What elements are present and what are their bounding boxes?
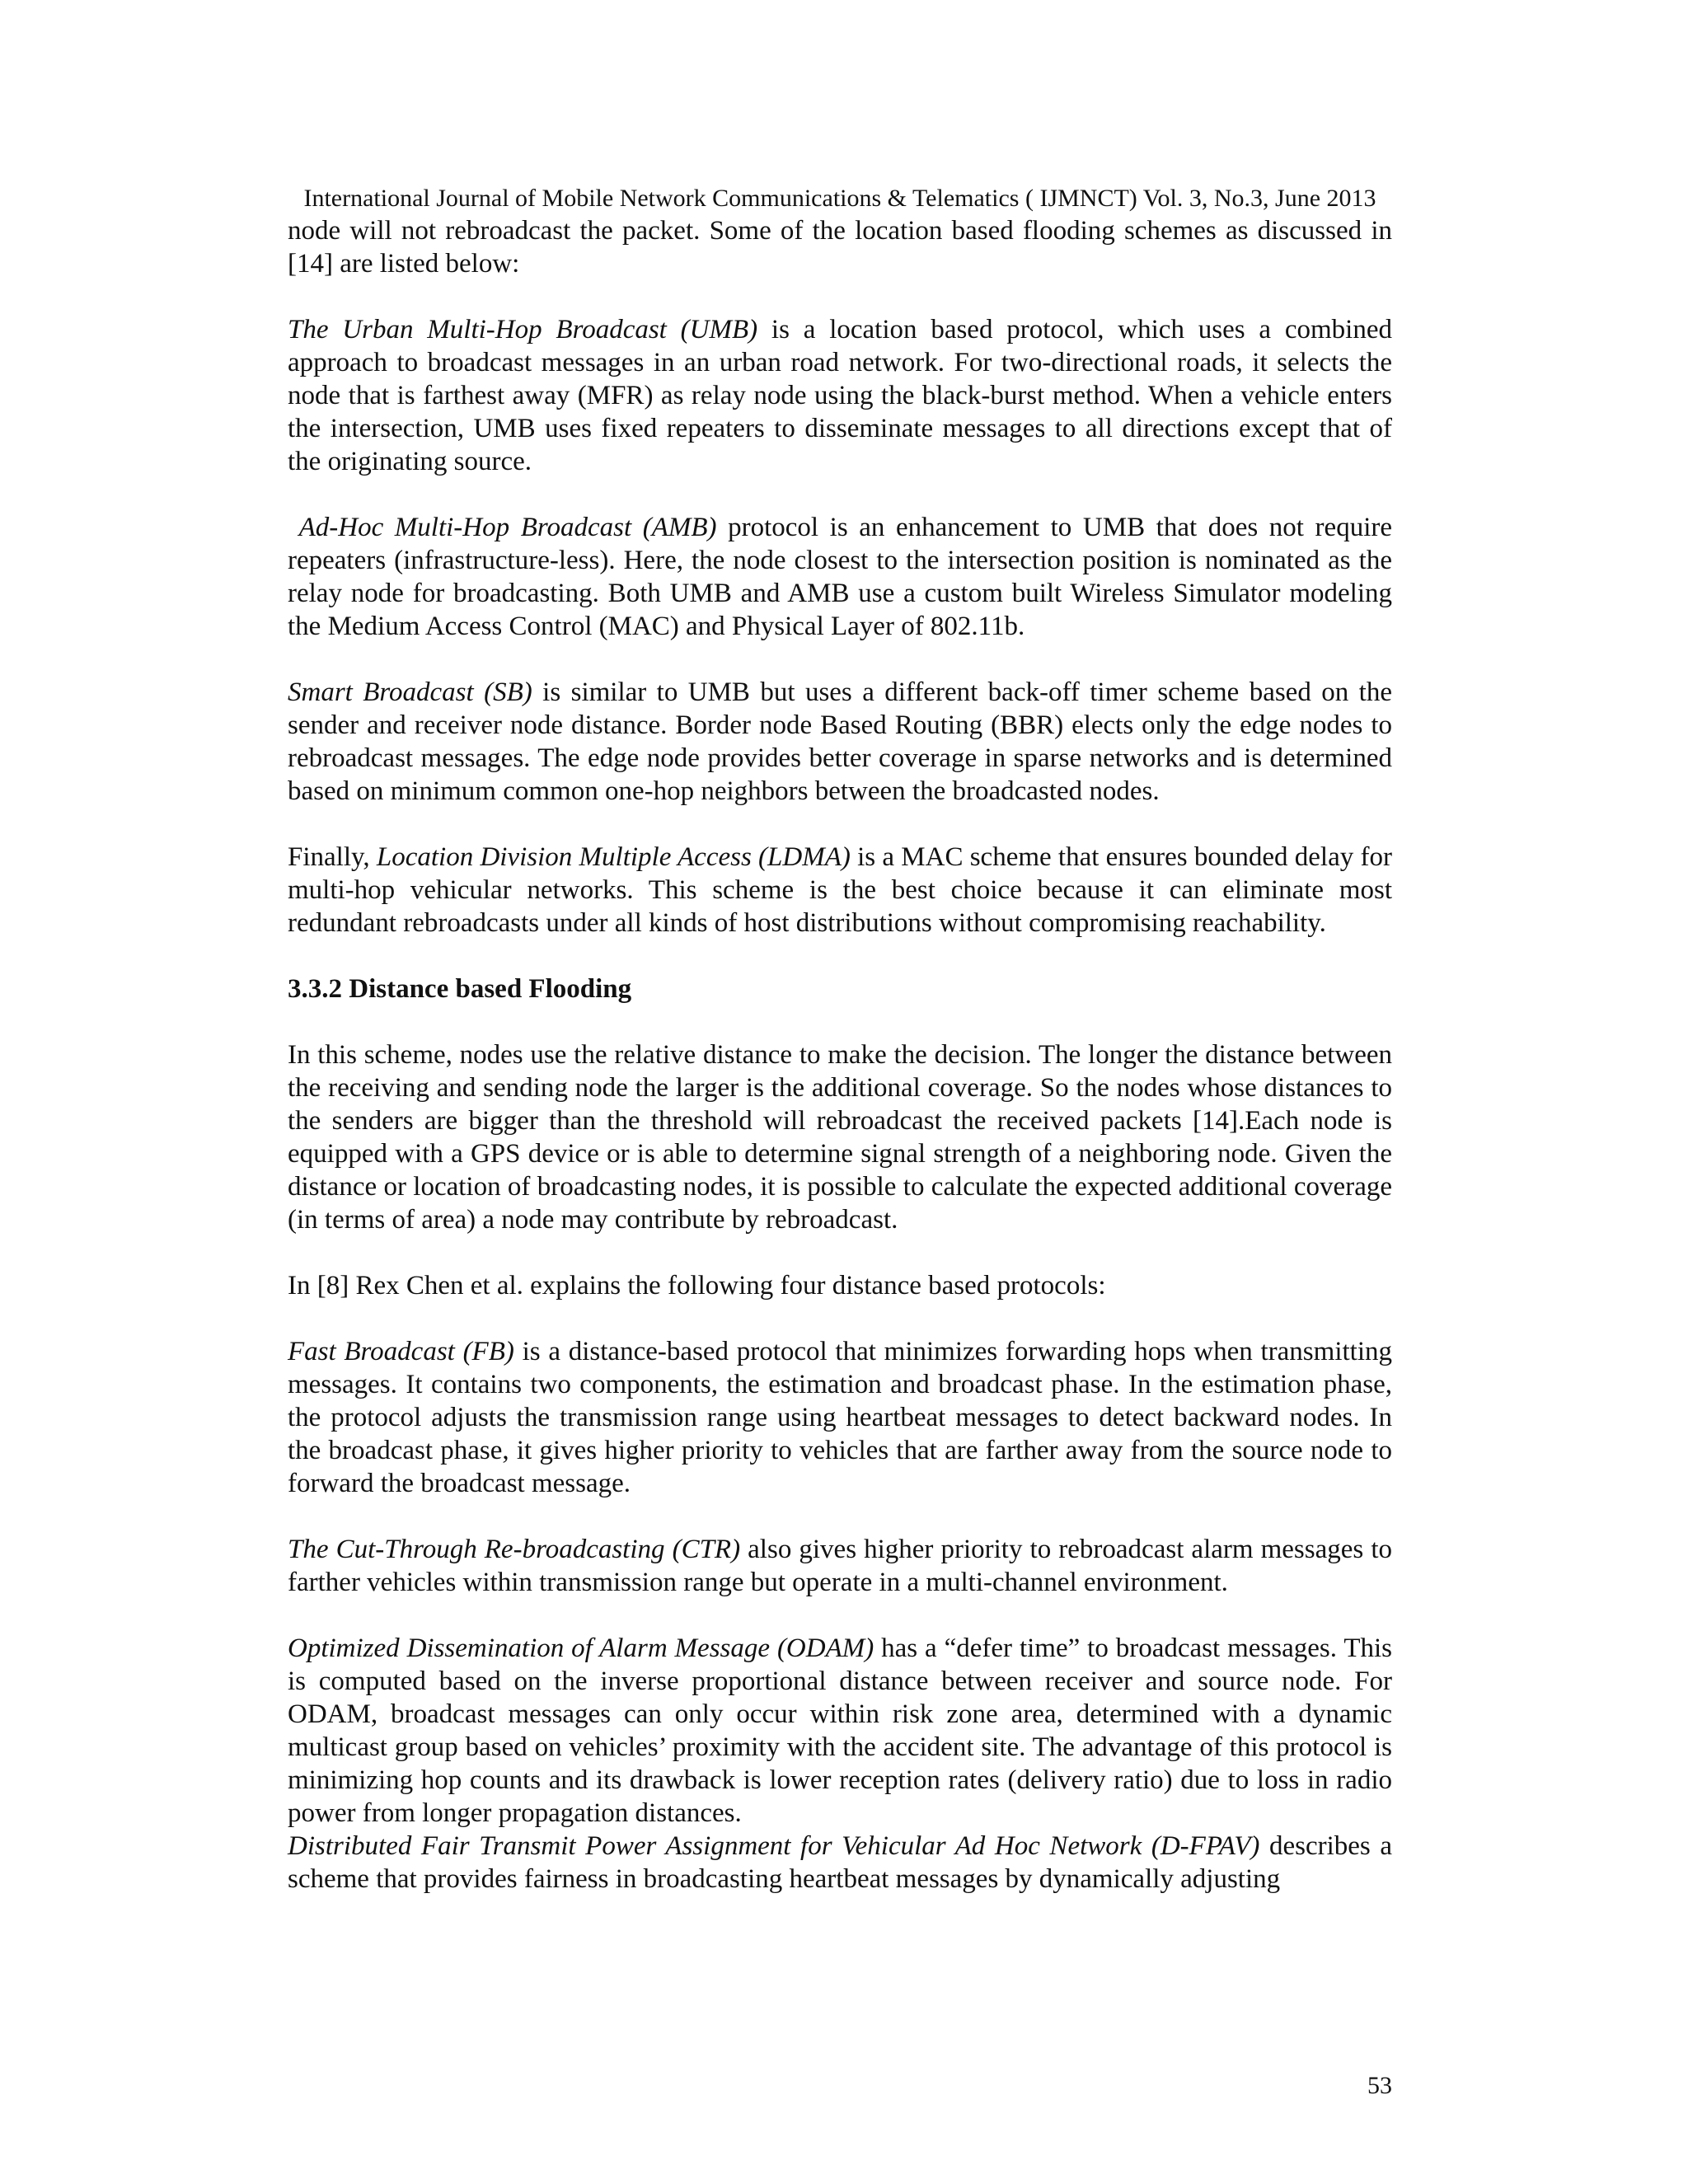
umb-paragraph xyxy=(288,313,1392,478)
amb-term: Ad-Hoc Multi-Hop Broadcast (AMB) xyxy=(298,513,717,542)
page-number: 53 xyxy=(1367,2072,1392,2099)
rex-text: In [8] Rex Chen et al. explains the following four distance based protocols: xyxy=(288,1271,1106,1301)
ldma-text: is a MAC scheme that ensures bounded delay for multi-hop vehicular networks. This scheme is the best choice because it can eliminate most redundant rebroadcasts under all kinds of host distributions without compromising reachability. xyxy=(288,842,1392,938)
distance-text: In this scheme, nodes use the relative distance to make the decision. The longer the distance between the receiving and sending node the larger is the additional coverage. So the nodes whose distances to the senders are bigger than the threshold will rebroadcast the received packets [14].Each node is equipped with a GPS device or is able to determine signal strength of a neighboring node. Given the distance or location of broadcasting nodes, it is possible to calculate the expected additional coverage (in terms of area) a node may contribute by rebroadcast. xyxy=(288,1040,1392,1235)
ldma-paragraph xyxy=(288,841,1392,940)
ldma-term: Location Division Multiple Access (LDMA) xyxy=(376,842,851,872)
sb-paragraph xyxy=(288,676,1392,808)
intro-text: node will not rebroadcast the packet. Some of the location based flooding schemes as discussed in [14] are listed below: xyxy=(288,216,1392,279)
amb-text: protocol is an enhancement to UMB that does not require repeaters (infrastructure-less). Here, the node closest to the intersection position is nominated as the relay node for broadcasting. Both UMB and AMB use a custom built Wireless Simulator modeling the Medium Access Control (MAC) and Physical Layer of 802.11b. xyxy=(288,513,1393,641)
fb-paragraph xyxy=(288,1335,1392,1500)
ctr-paragraph xyxy=(288,1533,1392,1599)
section-heading: 3.3.2 Distance based Flooding xyxy=(288,974,632,1004)
sb-term: Smart Broadcast (SB) xyxy=(288,677,532,707)
umb-text: is a location based protocol, which uses a combined approach to broadcast messages in an urban road network. For two-directional roads, it selects the node that is farthest away (MFR) as relay node using the black-burst method. When a vehicle enters the intersection, UMB uses fixed repeaters to disseminate messages to all directions except that of the originating source. xyxy=(288,315,1392,476)
dfpav-text: describes a scheme that provides fairness in broadcasting heartbeat messages by dynamically adjusting xyxy=(288,1831,1392,1894)
dfpav-term: Distributed Fair Transmit Power Assignment for Vehicular Ad Hoc Network (D-FPAV) xyxy=(288,1831,1260,1861)
ldma-prefix: Finally, xyxy=(288,842,377,872)
intro-paragraph xyxy=(288,214,1392,280)
dfpav-paragraph xyxy=(288,1830,1392,1896)
odam-paragraph xyxy=(288,1632,1392,1830)
odam-text: has a “defer time” to broadcast messages. This is computed based on the inverse proportional distance between receiver and source node. For ODAM, broadcast messages can only occur within risk zone area, determined with a dynamic multicast group based on vehicles’ proximity with the accident site. The advantage of this protocol is minimizing hop counts and its drawback is lower reception rates (delivery ratio) due to loss in radio power from longer propagation distances. xyxy=(288,1633,1392,1828)
fb-term: Fast Broadcast (FB) xyxy=(288,1337,514,1366)
odam-term: Optimized Dissemination of Alarm Message (ODAM) xyxy=(288,1633,874,1663)
running-header: International Journal of Mobile Network Communications & Telematics ( IJMNCT) Vol. 3, No.3, June 2013 xyxy=(303,185,1376,212)
umb-term: The Urban Multi-Hop Broadcast (UMB) xyxy=(288,315,758,344)
fb-text: is a distance-based protocol that minimizes forwarding hops when transmitting messages. It contains two components, the estimation and broadcast phase. In the estimation phase, the protocol adjusts the transmission range using heartbeat messages to detect backward nodes. In the broadcast phase, it gives higher priority to vehicles that are farther away from the source node to forward the broadcast message. xyxy=(288,1337,1392,1498)
sb-text: is similar to UMB but uses a different back-off timer scheme based on the sender and receiver node distance. Border node Based Routing (BBR) elects only the edge nodes to rebroadcast messages. The edge node provides better coverage in sparse networks and is determined based on minimum common one-hop neighbors between the broadcasted nodes. xyxy=(288,677,1392,806)
rex-paragraph xyxy=(288,1269,1392,1302)
paper-page xyxy=(288,183,1393,2099)
ctr-term: The Cut-Through Re-broadcasting (CTR) xyxy=(288,1535,741,1564)
distance-paragraph xyxy=(288,1038,1392,1236)
ctr-text: also gives higher priority to rebroadcast alarm messages to farther vehicles within transmission range but operate in a multi-channel environment. xyxy=(288,1535,1392,1597)
amb-paragraph xyxy=(288,511,1392,643)
